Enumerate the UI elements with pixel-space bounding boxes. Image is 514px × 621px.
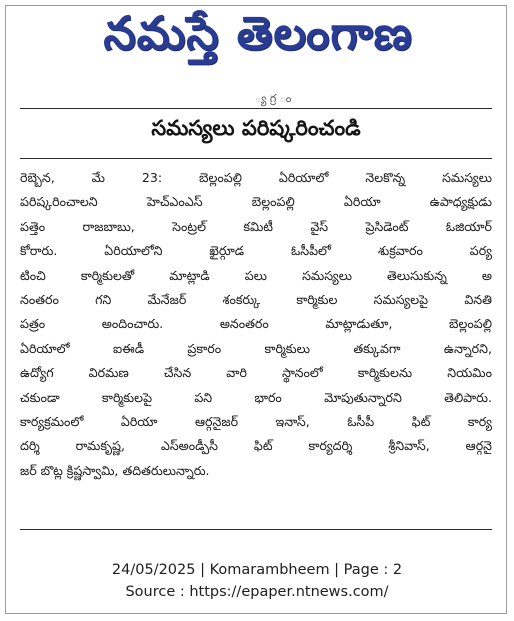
article-line: పత్తెం రాజబాబు, సెంట్రల్ కమిటీ వైస్ ప్రెసిడెంట్ ఓజియార్ [20,218,492,234]
newspaper-masthead-logo: నమస్తే తెలంగాణ [103,6,413,60]
article-line: రెబ్బెన, మే 23: బెల్లంపల్లి ఏరియాలో నెలకొన్న సమస్యలు [20,170,492,185]
edition-info: 24/05/2025 | Komarambheem | Page : 2 [111,562,403,578]
headline-bottom-rule [20,158,492,159]
article-body [20,166,492,483]
article-line: టించి కార్మికులతో మాట్లాడి పలు సమస్యలు తెలుసుకున్న అ [20,267,492,283]
article-line: జర్ బొట్ల క్రిష్ణస్వామి, తదితరులున్నారు. [20,462,210,478]
article-line: దర్శి రామకృష్ణ, ఎస్అండ్పీసీ ఫిట్ కార్యదర్శి శ్రీనివాస్, ఆర్గనై [20,438,492,454]
cut-off-header-text: ్య గ్ర ం [255,92,292,105]
article-line: ఏరియాలో ఐఈడీ ప్రకారం కార్మికులు తక్కువగా ఉన్నారని, [20,340,492,356]
article-line: పరిష్కరించాలని హెచ్ఎంఎస్ బెల్లంపల్లి ఏరియా ఉపాధ్యక్షుడు [20,194,492,210]
article-line: కార్యక్రమంలో ఏరియా ఆర్గనైజర్ ఇనాస్, ఓసీపీ ఫిట్ కార్య [20,413,492,429]
article-headline: సమస్యలు పరిష్కరించండి [151,116,361,140]
article-bottom-rule [20,529,492,530]
article-line: కోరారు. ఏరియాలోని ఖైర్గూడ ఓసీపీలో శుక్రవారం పర్య [20,243,492,259]
headline-top-rule [20,108,492,109]
article-line: నంతరం గని మేనేజర్ శంకర్కు కార్మికుల సమస్యలపై వినతి [20,291,492,307]
article-line: ఉద్యోగ విరమణ చేసిన వారి స్థానంలో కార్మికులను నియమిం [20,365,492,381]
article-line: పత్రం అందించారు. అనంతరం మాట్లాడుతూ, బెల్లంపల్లి [20,316,492,332]
article-line: చకుండా కార్మికులపై పని భారం మోపుతున్నారని తెలిపారు. [20,389,492,405]
source-link: Source : https://epaper.ntnews.com/ [125,584,389,600]
